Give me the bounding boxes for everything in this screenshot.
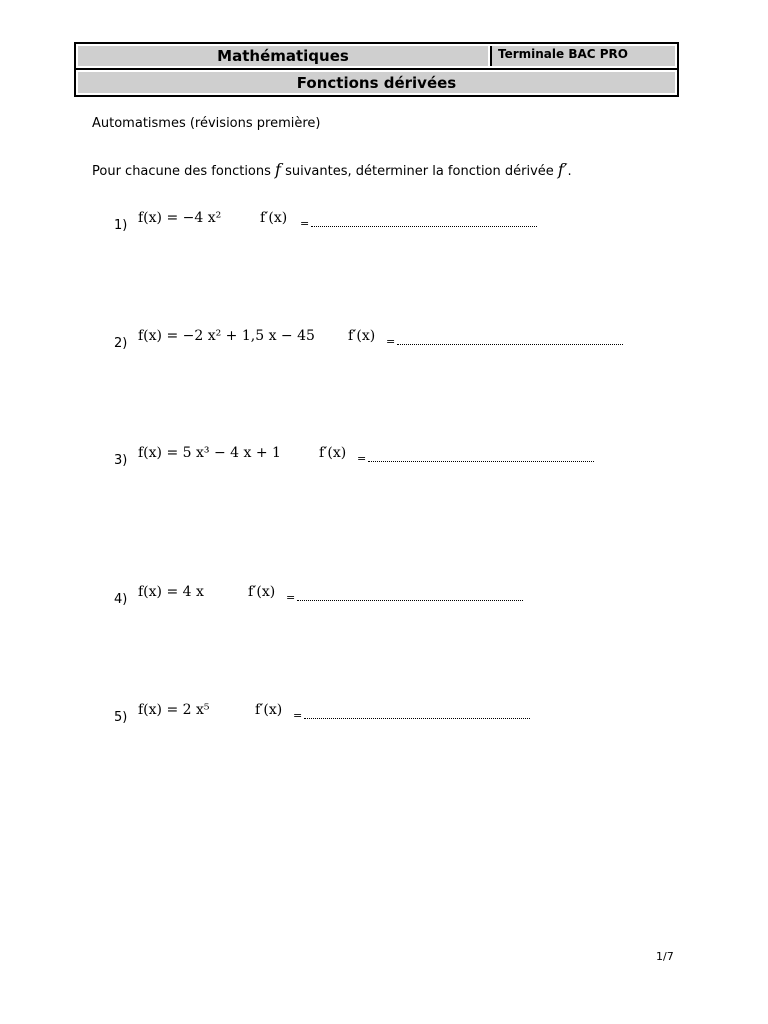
derivative-label: f′(x) xyxy=(319,445,347,461)
function-expression: f(x) = 5 x³ − 4 x + 1 xyxy=(138,445,281,461)
answer-line[interactable] xyxy=(357,452,594,465)
answer-equals: = xyxy=(386,335,396,348)
class-level: Terminale BAC PRO xyxy=(490,46,675,66)
header-row-chapter xyxy=(76,70,677,95)
exercise-number: 4) xyxy=(114,592,128,607)
exercise-number: 2) xyxy=(114,336,128,351)
answer-dots xyxy=(297,592,523,601)
subject-title: Mathématiques xyxy=(78,46,488,66)
derivative-label: f′(x) xyxy=(260,210,288,226)
answer-dots xyxy=(311,218,537,227)
function-expression: f(x) = 4 x xyxy=(138,584,204,600)
derivative-label: f′(x) xyxy=(255,702,283,718)
answer-line[interactable] xyxy=(286,591,523,604)
answer-line[interactable] xyxy=(300,217,537,230)
answer-dots xyxy=(368,453,594,462)
answer-equals: = xyxy=(300,217,310,230)
instruction-text xyxy=(92,160,572,179)
derivative-label: f′(x) xyxy=(248,584,276,600)
answer-line[interactable] xyxy=(386,335,623,348)
exercise-number: 3) xyxy=(114,453,128,468)
derivative-label: f′(x) xyxy=(348,328,376,344)
exercise-number: 1) xyxy=(114,218,128,233)
page-number: 1/7 xyxy=(656,950,674,963)
exercise-number: 5) xyxy=(114,710,128,725)
instruction-derivative-var: f′ xyxy=(557,160,568,179)
function-expression: f(x) = −4 x² xyxy=(138,210,222,226)
answer-equals: = xyxy=(286,591,296,604)
chapter-title: Fonctions dérivées xyxy=(78,72,675,93)
answer-equals: = xyxy=(293,709,303,722)
answer-line[interactable] xyxy=(293,709,530,722)
instruction-function-var: f xyxy=(275,160,281,179)
instruction-end: . xyxy=(567,164,572,179)
section-subtitle: Automatismes (révisions première) xyxy=(92,116,321,131)
answer-equals: = xyxy=(357,452,367,465)
instruction-before: Pour chacune des fonctions xyxy=(92,164,271,179)
document-header xyxy=(74,42,679,97)
answer-dots xyxy=(304,710,530,719)
header-row-subject xyxy=(76,44,677,70)
instruction-middle: suivantes, déterminer la fonction dérivée xyxy=(285,164,554,179)
answer-dots xyxy=(397,336,623,345)
function-expression: f(x) = 2 x⁵ xyxy=(138,702,210,718)
function-expression: f(x) = −2 x² + 1,5 x − 45 xyxy=(138,328,315,344)
